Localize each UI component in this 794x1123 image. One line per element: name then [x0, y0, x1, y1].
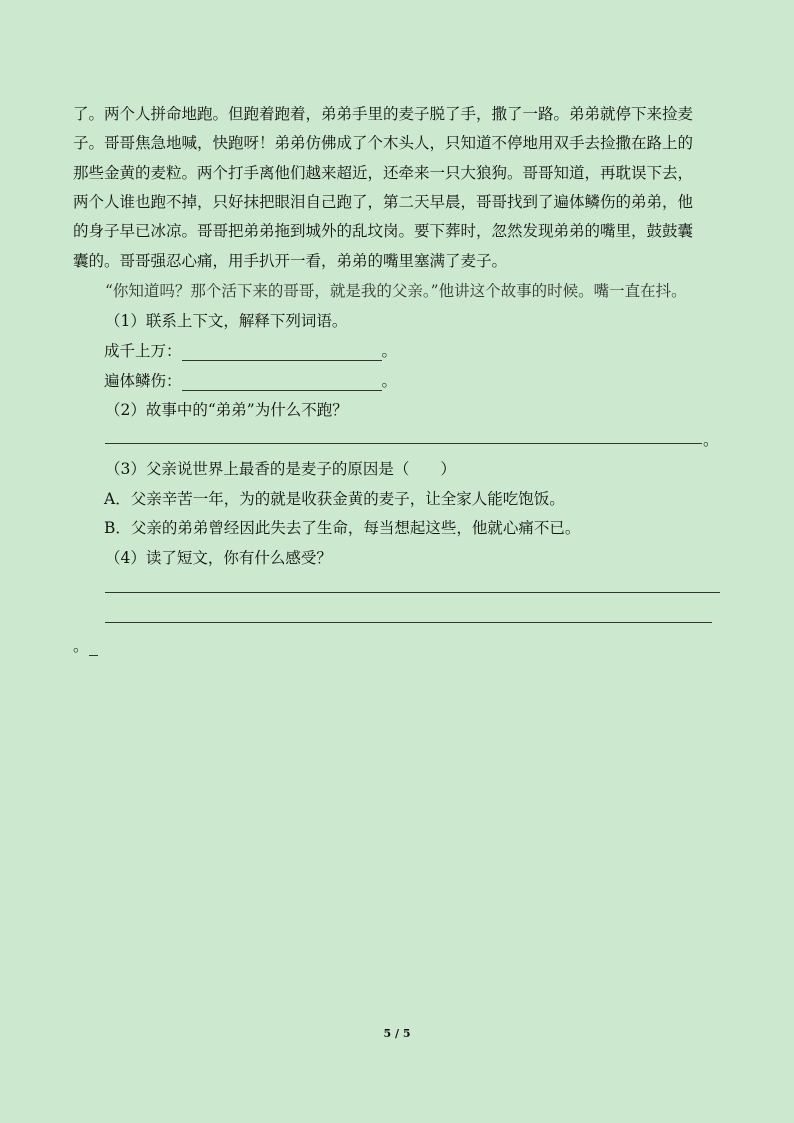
passage-line: 的身子早已冰凉。哥哥把弟弟拖到城外的乱坟岗。要下葬时，忽然发现弟弟的嘴里，鼓鼓囊 [73, 222, 694, 240]
q2-answer-line[interactable] [105, 443, 702, 444]
q1-term-row-2 [104, 371, 397, 391]
page-number: 5 / 5 [383, 1027, 411, 1040]
q1-term-2-answer-blank[interactable] [182, 374, 382, 391]
question-2: （2）故事中的“弟弟”为什么不跑？ [105, 401, 348, 419]
q1-term-2-period: 。 [381, 372, 398, 390]
q3-option-b[interactable]: B．父亲的弟弟曾经因此失去了生命，每当想起这些，他就心痛不已。 [104, 519, 581, 537]
q4-answer-line-1[interactable] [105, 592, 720, 593]
q4-answer-end [73, 636, 98, 656]
q1-term-1-period: 。 [381, 342, 398, 360]
passage-quote: “你知道吗？那个活下来的哥哥，就是我的父亲。”他讲这个故事的时候。嘴一直在抖。 [105, 282, 687, 300]
question-1: （1）联系上下文，解释下列词语。 [105, 312, 348, 330]
question-4: （4）读了短文，你有什么感受？ [105, 549, 332, 567]
question-3: （3）父亲说世界上最香的是麦子的原因是（ ） [105, 460, 456, 478]
q1-term-1-answer-blank[interactable] [182, 344, 382, 361]
q3-option-a[interactable]: A．父亲辛苦一年，为的就是收获金黄的麦子，让全家人能吃饱饭。 [104, 490, 565, 508]
q1-term-1-label: 成千上万： [104, 342, 182, 360]
passage-line: 那些金黄的麦粒。两个打手离他们越来超近，还牵来一只大狼狗。哥哥知道，再耽误下去， [73, 164, 694, 182]
passage-line: 囊的。哥哥强忍心痛，用手扒开一看，弟弟的嘴里塞满了麦子。 [73, 252, 508, 270]
q4-answer-line-2[interactable] [105, 622, 712, 623]
q2-answer-period: 。 [703, 431, 719, 449]
q1-term-2-label: 遍体鳞伤： [104, 372, 182, 390]
q1-term-row-1 [104, 341, 397, 361]
passage-line: 了。两个人拼命地跑。但跑着跑着，弟弟手里的麦子脱了手，撒了一路。弟弟就停下来捡麦 [73, 105, 694, 123]
q4-answer-tail-blank[interactable] [89, 641, 98, 656]
q4-answer-period: 。 [73, 637, 89, 655]
passage-line: 子。哥哥焦急地喊，快跑呀！弟弟仿佛成了个木头人，只知道不停地用双手去捡撒在路上的 [73, 134, 694, 152]
passage-line: 两个人谁也跑不掉，只好抹把眼泪自己跑了，第二天早晨，哥哥找到了遍体鳞伤的弟弟，他 [73, 193, 694, 211]
